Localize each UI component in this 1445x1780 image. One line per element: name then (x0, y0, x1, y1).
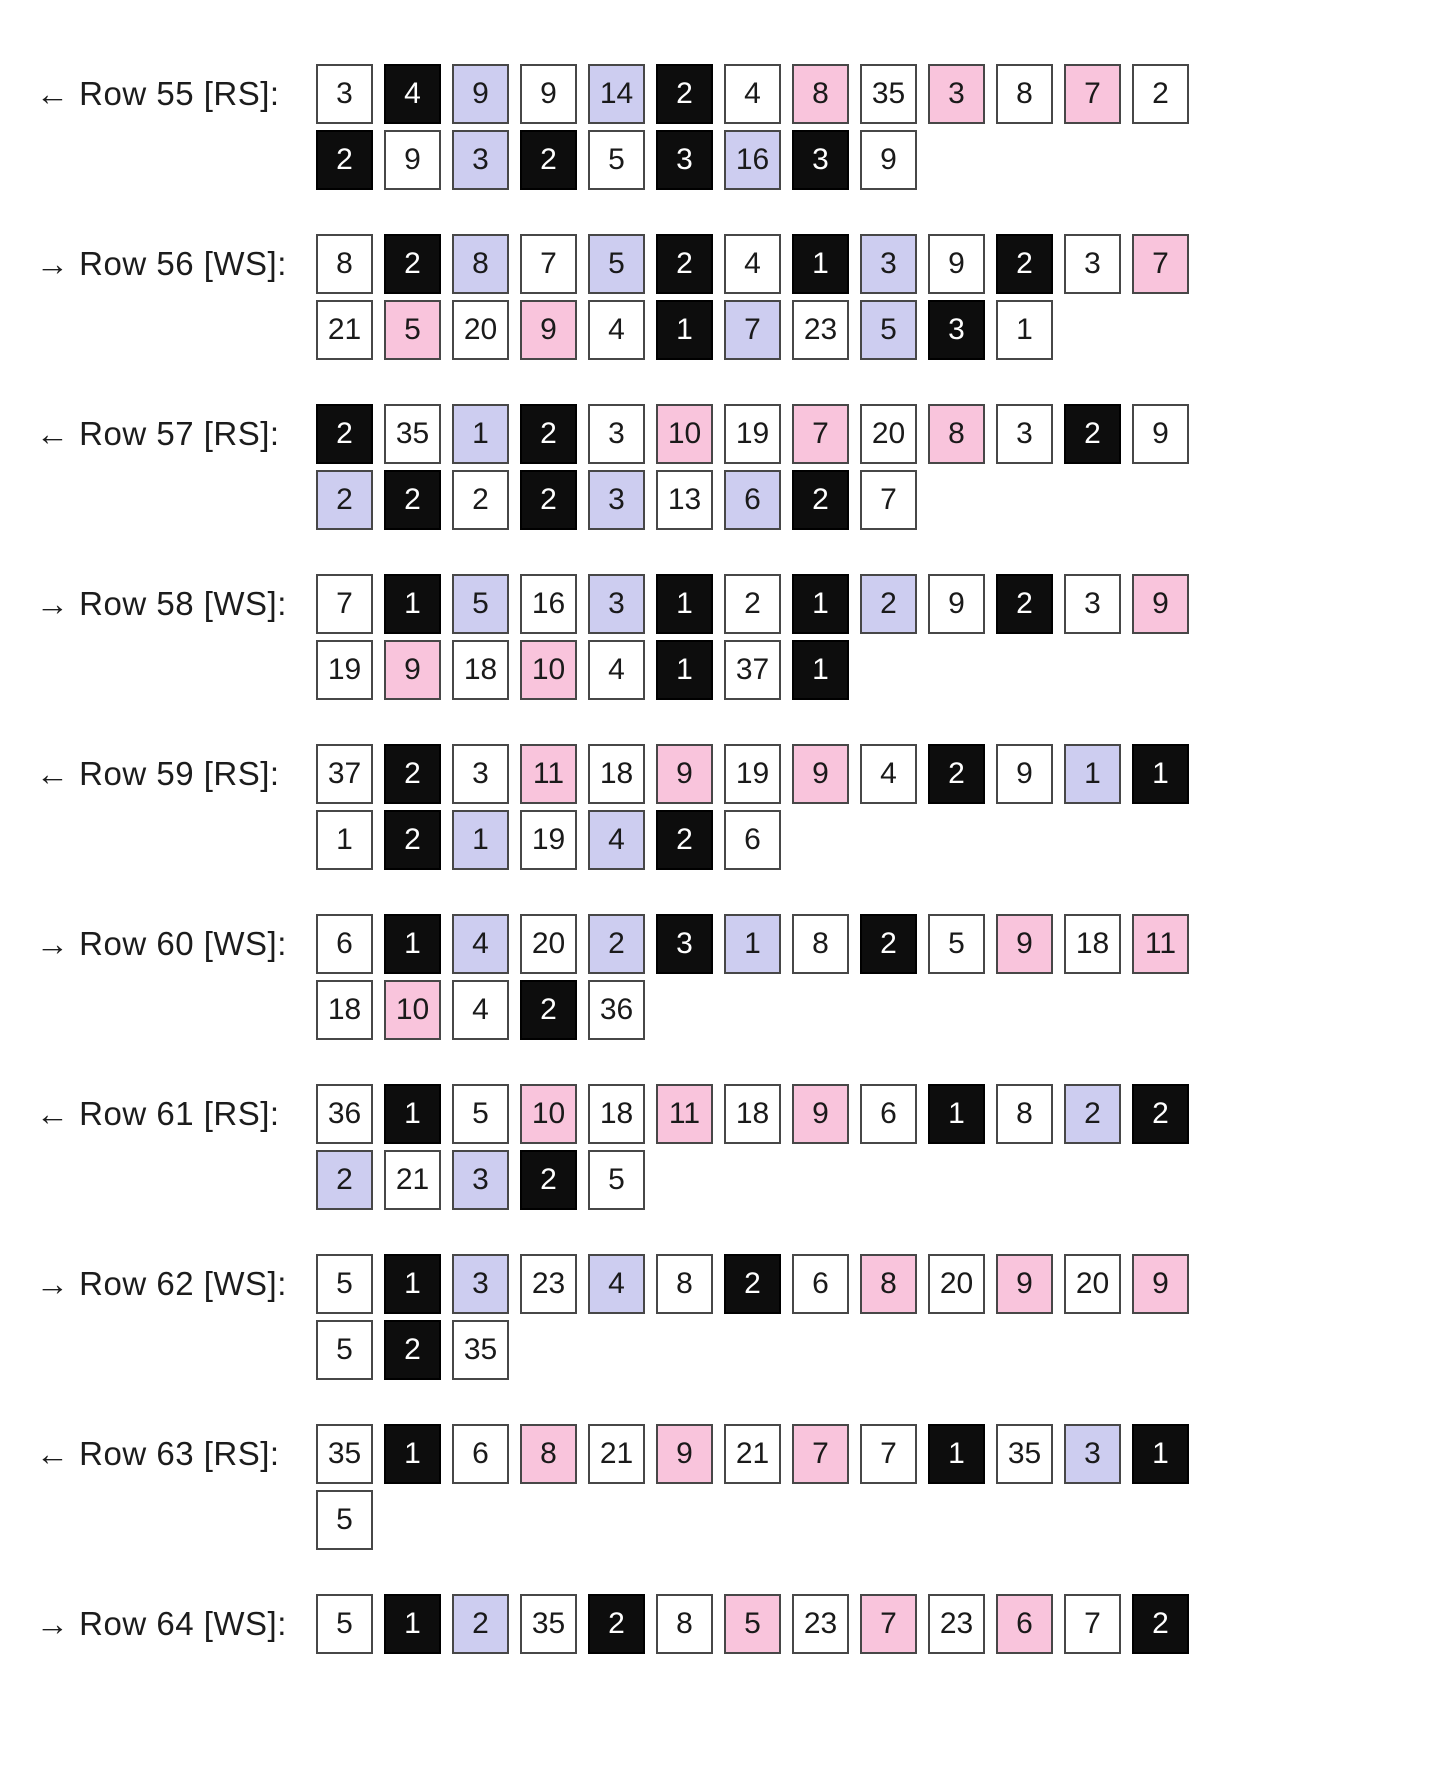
grid-cell: 8 (928, 404, 985, 464)
grid-cell: 5 (928, 914, 985, 974)
row-cells (316, 1424, 1196, 1550)
grid-cell: 3 (452, 130, 509, 190)
grid-cell: 2 (1064, 404, 1121, 464)
grid-cell: 19 (724, 744, 781, 804)
grid-cell: 3 (928, 300, 985, 360)
grid-cell: 37 (724, 640, 781, 700)
grid-cell: 2 (316, 404, 373, 464)
grid-cell: 1 (1132, 744, 1189, 804)
grid-cell: 1 (384, 1084, 441, 1144)
grid-cell: 1 (452, 404, 509, 464)
grid-cell: 37 (316, 744, 373, 804)
grid-cell: 3 (452, 1150, 509, 1210)
row-block (36, 1254, 1445, 1380)
grid-cell: 1 (384, 1424, 441, 1484)
grid-cell: 18 (316, 980, 373, 1040)
row-label: ← Row 63 [RS]: (36, 1435, 280, 1472)
grid-cell: 4 (452, 980, 509, 1040)
grid-cell: 21 (588, 1424, 645, 1484)
grid-cell: 4 (588, 300, 645, 360)
grid-cell: 2 (928, 744, 985, 804)
grid-cell: 2 (656, 810, 713, 870)
grid-cell: 1 (724, 914, 781, 974)
grid-cell: 3 (928, 64, 985, 124)
grid-cell: 9 (860, 130, 917, 190)
grid-cell: 9 (1132, 574, 1189, 634)
grid-cell: 4 (452, 914, 509, 974)
row-label: → Row 56 [WS]: (36, 245, 287, 282)
grid-cell: 5 (316, 1594, 373, 1654)
row-block (36, 234, 1445, 360)
row-cells (316, 1594, 1196, 1654)
grid-cell: 3 (588, 404, 645, 464)
grid-cell: 6 (724, 810, 781, 870)
grid-cell: 2 (384, 470, 441, 530)
row-cells (316, 914, 1196, 1040)
grid-cell: 11 (520, 744, 577, 804)
grid-cell: 2 (724, 574, 781, 634)
grid-cell: 6 (452, 1424, 509, 1484)
row-block (36, 744, 1445, 870)
grid-cell: 4 (588, 640, 645, 700)
grid-cell: 2 (316, 470, 373, 530)
grid-cell: 5 (860, 300, 917, 360)
row-block (36, 1424, 1445, 1550)
grid-cell: 2 (384, 744, 441, 804)
grid-cell: 9 (1132, 1254, 1189, 1314)
grid-cell: 2 (316, 1150, 373, 1210)
grid-cell: 1 (1064, 744, 1121, 804)
grid-cell: 2 (520, 404, 577, 464)
grid-cell: 2 (996, 574, 1053, 634)
grid-cell: 7 (1064, 64, 1121, 124)
grid-cell: 2 (656, 234, 713, 294)
grid-cell: 1 (996, 300, 1053, 360)
row-block (36, 1084, 1445, 1210)
row-label: ← Row 55 [RS]: (36, 75, 280, 112)
row-cells (316, 64, 1196, 190)
grid-cell: 5 (588, 234, 645, 294)
grid-cell: 2 (860, 574, 917, 634)
grid-cell: 5 (724, 1594, 781, 1654)
grid-cell: 23 (792, 1594, 849, 1654)
grid-cell: 7 (1132, 234, 1189, 294)
grid-cell: 7 (792, 404, 849, 464)
grid-cell: 35 (520, 1594, 577, 1654)
grid-cell: 1 (656, 574, 713, 634)
grid-cell: 5 (452, 574, 509, 634)
grid-cell: 3 (452, 744, 509, 804)
grid-cell: 6 (724, 470, 781, 530)
grid-cell: 21 (316, 300, 373, 360)
grid-cell: 5 (588, 130, 645, 190)
grid-cell: 20 (928, 1254, 985, 1314)
grid-cell: 9 (384, 130, 441, 190)
row-label: ← Row 59 [RS]: (36, 755, 280, 792)
row-label: → Row 64 [WS]: (36, 1605, 287, 1642)
grid-cell: 1 (316, 810, 373, 870)
grid-cell: 9 (928, 574, 985, 634)
grid-cell: 4 (384, 64, 441, 124)
grid-cell: 10 (384, 980, 441, 1040)
grid-cell: 14 (588, 64, 645, 124)
grid-cell: 18 (1064, 914, 1121, 974)
grid-cell: 11 (1132, 914, 1189, 974)
grid-cell: 5 (316, 1490, 373, 1550)
grid-cell: 18 (588, 1084, 645, 1144)
grid-cell: 2 (316, 130, 373, 190)
grid-cell: 23 (792, 300, 849, 360)
grid-cell: 35 (996, 1424, 1053, 1484)
grid-cell: 7 (724, 300, 781, 360)
row-label: → Row 58 [WS]: (36, 585, 287, 622)
row-label: → Row 60 [WS]: (36, 925, 287, 962)
grid-cell: 9 (996, 914, 1053, 974)
grid-cell: 3 (792, 130, 849, 190)
grid-cell: 20 (520, 914, 577, 974)
grid-cell: 1 (656, 640, 713, 700)
grid-cell: 6 (996, 1594, 1053, 1654)
grid-cell: 2 (792, 470, 849, 530)
grid-cell: 8 (996, 1084, 1053, 1144)
row-label: ← Row 57 [RS]: (36, 415, 280, 452)
row-cells (316, 234, 1196, 360)
grid-cell: 2 (996, 234, 1053, 294)
grid-cell: 2 (452, 1594, 509, 1654)
grid-cell: 2 (860, 914, 917, 974)
grid-cell: 5 (588, 1150, 645, 1210)
row-cells (316, 1084, 1196, 1210)
grid-cell: 23 (520, 1254, 577, 1314)
grid-cell: 3 (588, 574, 645, 634)
grid-cell: 2 (656, 64, 713, 124)
grid-cell: 2 (520, 1150, 577, 1210)
grid-cell: 9 (656, 1424, 713, 1484)
grid-cell: 2 (588, 914, 645, 974)
grid-cell: 16 (520, 574, 577, 634)
grid-cell: 10 (520, 640, 577, 700)
grid-cell: 3 (656, 130, 713, 190)
grid-cell: 7 (860, 1594, 917, 1654)
grid-cell: 9 (928, 234, 985, 294)
grid-cell: 19 (316, 640, 373, 700)
grid-cell: 1 (384, 574, 441, 634)
grid-cell: 35 (384, 404, 441, 464)
grid-cell: 9 (792, 1084, 849, 1144)
grid-cell: 7 (860, 1424, 917, 1484)
grid-cell: 3 (860, 234, 917, 294)
grid-cell: 16 (724, 130, 781, 190)
grid-cell: 10 (520, 1084, 577, 1144)
grid-cell: 2 (588, 1594, 645, 1654)
grid-cell: 8 (520, 1424, 577, 1484)
grid-cell: 6 (792, 1254, 849, 1314)
row-cells (316, 574, 1196, 700)
grid-cell: 1 (384, 1594, 441, 1654)
grid-cell: 19 (520, 810, 577, 870)
grid-cell: 3 (996, 404, 1053, 464)
grid-cell: 10 (656, 404, 713, 464)
row-block (36, 1594, 1445, 1654)
row-label: ← Row 61 [RS]: (36, 1095, 280, 1132)
grid-cell: 1 (928, 1084, 985, 1144)
grid-cell: 8 (792, 914, 849, 974)
row-cells (316, 1254, 1196, 1380)
grid-cell: 8 (452, 234, 509, 294)
row-block (36, 574, 1445, 700)
grid-cell: 21 (384, 1150, 441, 1210)
grid-cell: 23 (928, 1594, 985, 1654)
grid-cell: 3 (588, 470, 645, 530)
grid-cell: 9 (1132, 404, 1189, 464)
grid-cell: 1 (384, 914, 441, 974)
grid-cell: 4 (588, 1254, 645, 1314)
grid-cell: 19 (724, 404, 781, 464)
grid-cell: 3 (452, 1254, 509, 1314)
grid-cell: 2 (452, 470, 509, 530)
grid-cell: 20 (1064, 1254, 1121, 1314)
grid-cell: 9 (520, 300, 577, 360)
grid-cell: 5 (384, 300, 441, 360)
grid-cell: 20 (860, 404, 917, 464)
grid-cell: 1 (792, 574, 849, 634)
grid-cell: 2 (384, 1320, 441, 1380)
grid-cell: 2 (1064, 1084, 1121, 1144)
grid-cell: 7 (316, 574, 373, 634)
grid-cell: 2 (520, 470, 577, 530)
grid-cell: 35 (316, 1424, 373, 1484)
grid-cell: 36 (588, 980, 645, 1040)
grid-cell: 3 (316, 64, 373, 124)
row-label: → Row 62 [WS]: (36, 1265, 287, 1302)
grid-cell: 36 (316, 1084, 373, 1144)
grid-cell: 2 (1132, 64, 1189, 124)
grid-cell: 4 (724, 234, 781, 294)
grid-cell: 1 (792, 640, 849, 700)
grid-cell: 13 (656, 470, 713, 530)
grid-cell: 9 (656, 744, 713, 804)
grid-cell: 18 (724, 1084, 781, 1144)
grid-cell: 8 (996, 64, 1053, 124)
grid-cell: 1 (928, 1424, 985, 1484)
row-block (36, 914, 1445, 1040)
grid-cell: 1 (452, 810, 509, 870)
grid-cell: 18 (452, 640, 509, 700)
grid-cell: 11 (656, 1084, 713, 1144)
grid-cell: 5 (316, 1320, 373, 1380)
grid-cell: 5 (452, 1084, 509, 1144)
grid-cell: 3 (1064, 234, 1121, 294)
grid-cell: 7 (520, 234, 577, 294)
grid-cell: 8 (656, 1594, 713, 1654)
grid-cell: 1 (1132, 1424, 1189, 1484)
grid-cell: 1 (656, 300, 713, 360)
grid-cell: 8 (792, 64, 849, 124)
grid-cell: 2 (724, 1254, 781, 1314)
grid-cell: 7 (1064, 1594, 1121, 1654)
grid-cell: 2 (1132, 1084, 1189, 1144)
grid-cell: 18 (588, 744, 645, 804)
grid-cell: 4 (588, 810, 645, 870)
row-cells (316, 404, 1196, 530)
grid-cell: 9 (452, 64, 509, 124)
grid-cell: 3 (1064, 1424, 1121, 1484)
grid-cell: 2 (384, 234, 441, 294)
row-cells (316, 744, 1196, 870)
grid-cell: 7 (792, 1424, 849, 1484)
grid-cell: 4 (860, 744, 917, 804)
grid-cell: 6 (316, 914, 373, 974)
grid-cell: 2 (520, 130, 577, 190)
grid-cell: 2 (520, 980, 577, 1040)
grid-cell: 8 (860, 1254, 917, 1314)
grid-cell: 8 (316, 234, 373, 294)
grid-cell: 1 (384, 1254, 441, 1314)
chart-root (36, 64, 1445, 1654)
grid-cell: 8 (656, 1254, 713, 1314)
grid-cell: 9 (384, 640, 441, 700)
grid-cell: 9 (996, 744, 1053, 804)
grid-cell: 4 (724, 64, 781, 124)
grid-cell: 20 (452, 300, 509, 360)
grid-cell: 2 (384, 810, 441, 870)
grid-cell: 9 (520, 64, 577, 124)
grid-cell: 3 (656, 914, 713, 974)
grid-cell: 9 (792, 744, 849, 804)
grid-cell: 1 (792, 234, 849, 294)
grid-cell: 7 (860, 470, 917, 530)
grid-cell: 6 (860, 1084, 917, 1144)
grid-cell: 2 (1132, 1594, 1189, 1654)
grid-cell: 21 (724, 1424, 781, 1484)
grid-cell: 35 (860, 64, 917, 124)
row-block (36, 64, 1445, 190)
grid-cell: 3 (1064, 574, 1121, 634)
grid-cell: 5 (316, 1254, 373, 1314)
grid-cell: 9 (996, 1254, 1053, 1314)
row-block (36, 404, 1445, 530)
grid-cell: 35 (452, 1320, 509, 1380)
